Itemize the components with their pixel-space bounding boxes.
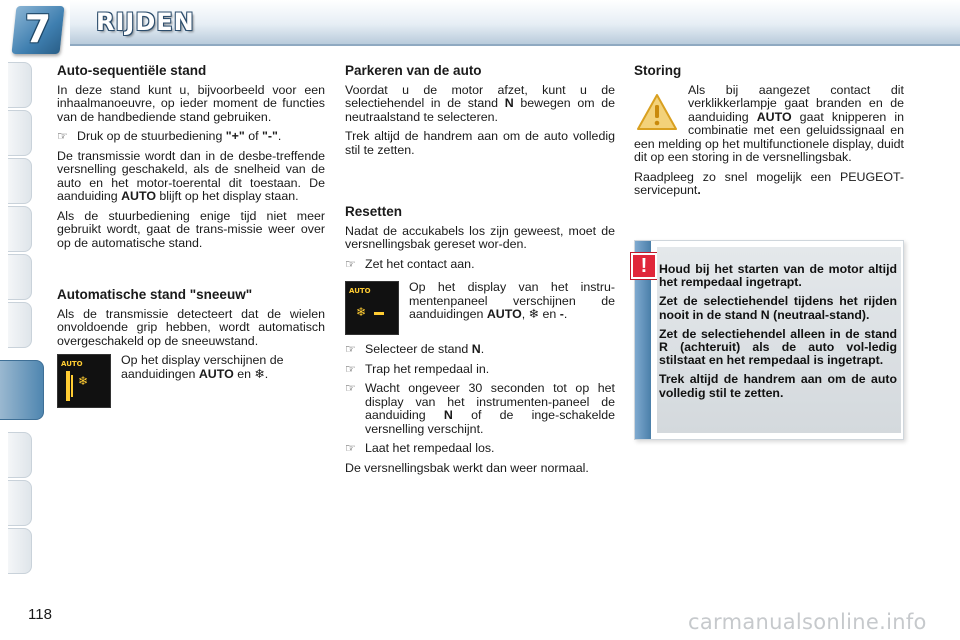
caution-box xyxy=(634,240,904,440)
caution-text: Trek altijd de handrem aan om de auto volledig stil te zetten. xyxy=(659,372,897,400)
chapter-tab[interactable] xyxy=(8,158,32,204)
bullet-item: ☞ Druk op de stuurbediening "+" of "-". xyxy=(57,129,282,143)
paragraph: Raadpleeg zo snel mogelijk een PEUGEOT-servicepunt. xyxy=(634,169,904,197)
reset-display-image xyxy=(345,281,399,335)
column-right xyxy=(634,60,904,198)
snow-mode-display-image xyxy=(57,354,111,408)
paragraph: Op het display van het instru-mentenpaneel verschijnen de aanduidingen AUTO, ❄ en -. xyxy=(409,280,615,321)
page-number: 118 xyxy=(28,606,52,623)
paragraph: De transmissie wordt dan in de desbe-treffende versnelling geschakeld, als de snelheid van de auto en het motor-toerental dit toestaan. De aanduiding AUTO blijft op het display staan. xyxy=(57,148,325,203)
bullet-item: ☞ Selecteer de stand N. xyxy=(345,342,485,356)
chapter-tab[interactable] xyxy=(8,62,32,108)
chapter-tab[interactable] xyxy=(8,528,32,574)
paragraph: De versnellingsbak werkt dan weer normaal. xyxy=(345,460,589,475)
chapter-tab[interactable] xyxy=(8,110,32,156)
display-auto-label: AUTO xyxy=(349,287,371,295)
pointing-hand-icon: ☞ xyxy=(345,256,356,271)
chapter-tab[interactable] xyxy=(8,432,32,478)
snowflake-icon: ❄ xyxy=(78,374,89,388)
paragraph: Als de transmissie detecteert dat de wielen onvoldoende grip hebben, wordt automatisch overgeschakeld op de sneeuwstand. xyxy=(57,306,325,348)
paragraph: Als de stuurbediening enige tijd niet meer gebruikt wordt, gaat de trans-missie weer over op de automatische stand. xyxy=(57,208,325,250)
chapter-tab-active[interactable] xyxy=(0,360,44,420)
paragraph: Nadat de accukabels los zijn geweest, moet de versnellingsbak gereset wor-den. xyxy=(345,223,615,251)
caution-text: Zet de selectiehendel alleen in de stand R (achteruit) als de auto vol-ledig stilstaat en het rempedaal is ingetrapt. xyxy=(659,326,897,368)
pointing-hand-icon: ☞ xyxy=(345,441,356,455)
bullet-item: ☞ Trap het rempedaal in. xyxy=(345,361,490,376)
chapter-tab[interactable] xyxy=(8,480,32,526)
section-heading: Resetten xyxy=(345,204,403,219)
chapter-tab[interactable] xyxy=(8,206,32,252)
paragraph: In deze stand kunt u, bijvoorbeeld voor een inhaalmanoeuvre, op ieder moment de functies van de handbediende stand gebruiken. xyxy=(57,82,325,124)
section-heading: Automatische stand "sneeuw" xyxy=(57,287,253,302)
warning-triangle-icon xyxy=(636,92,678,132)
pointing-hand-icon: ☞ xyxy=(345,361,356,376)
caution-box-body xyxy=(657,247,901,433)
watermark: carmanualsonline.info xyxy=(688,610,927,634)
section-heading: Parkeren van de auto xyxy=(345,63,482,78)
page-header xyxy=(0,0,960,50)
paragraph: Op het display verschijnen de aanduidingen AUTO en ❄. xyxy=(121,353,284,381)
pointing-hand-icon: ☞ xyxy=(57,129,68,143)
paragraph: Trek altijd de handrem aan om de auto volledig stil te zetten. xyxy=(345,129,615,157)
warning-paragraph xyxy=(634,84,904,165)
pointing-hand-icon: ☞ xyxy=(345,381,356,395)
caution-text: Houd bij het starten van de motor altijd het rempedaal ingetrapt. xyxy=(659,262,897,290)
chapter-tabs xyxy=(0,60,40,580)
chapter-tab[interactable] xyxy=(8,254,32,300)
chapter-tab[interactable] xyxy=(8,302,32,348)
caution-text: Zet de selectiehendel tijdens het rijden nooit in de stand N (neutraal-stand). xyxy=(659,294,897,322)
display-illustration-row xyxy=(345,281,615,335)
bullet-item: ☞ Laat het rempedaal los. xyxy=(345,441,495,455)
column-middle xyxy=(345,60,615,475)
pointing-hand-icon: ☞ xyxy=(345,342,356,356)
paragraph: Als bij aangezet contact dit verklikkerlampje gaat branden en de aanduiding AUTO gaat knipperen in combinatie met een geluidssignaal en een melding op het multifunctionele display, duidt dit op een storing in de versnellingsbak. xyxy=(634,82,905,164)
paragraph: Voordat u de motor afzet, kunt u de selectiehendel in de stand N bewegen om de neutraalstand te selecteren. xyxy=(345,82,615,124)
header-strip xyxy=(70,0,960,46)
exclamation-icon: ! xyxy=(631,253,657,279)
bullet-item: ☞ Wacht ongeveer 30 seconden tot op het display van het instrumenten-paneel de aanduiding N of de inge-schakelde versnelling verschijnt. xyxy=(345,381,615,436)
section-heading: Storing xyxy=(634,63,682,78)
bullet-item: ☞ Zet het contact aan. xyxy=(345,256,475,271)
column-left xyxy=(57,60,325,408)
page-title: RIJDEN xyxy=(96,8,195,36)
chapter-number: 7 xyxy=(24,7,52,51)
snowflake-icon: ❄ xyxy=(356,305,367,319)
display-auto-label: AUTO xyxy=(61,360,83,368)
section-heading: Auto-sequentiële stand xyxy=(57,63,207,78)
display-illustration-row xyxy=(57,354,325,408)
